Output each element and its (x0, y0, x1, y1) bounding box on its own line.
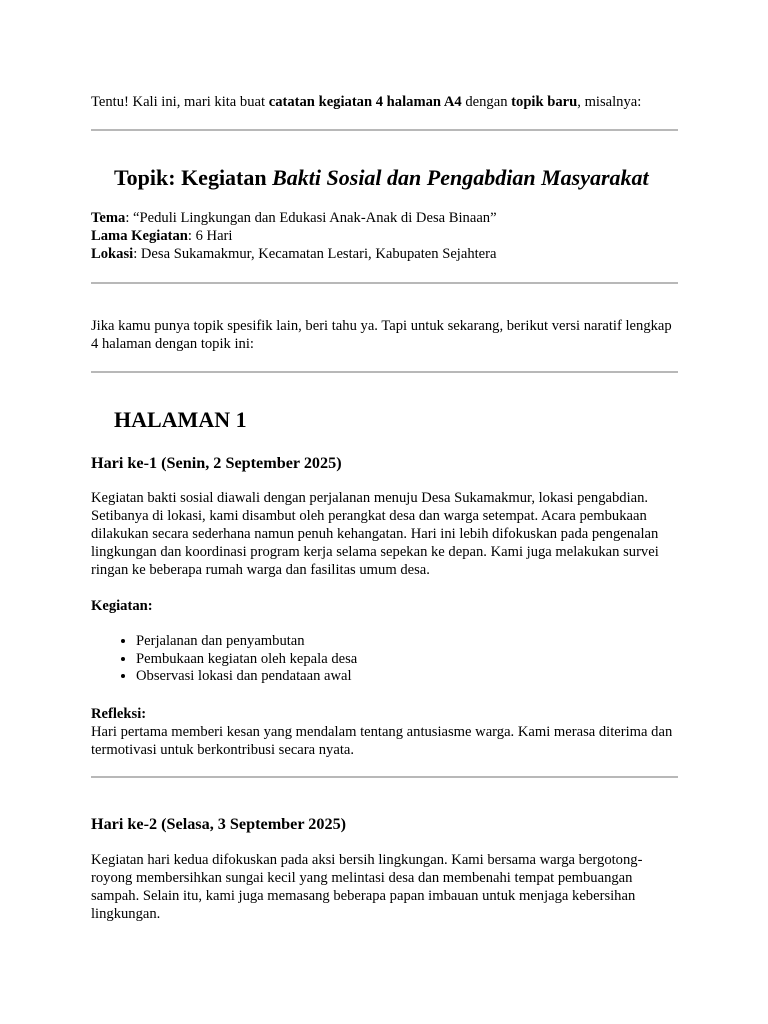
intro-text-1: Tentu! Kali ini, mari kita buat (91, 94, 269, 110)
meta-lokasi (91, 245, 678, 263)
list-item: • Observasi lokasi dan pendataan awal (136, 668, 676, 686)
divider (91, 282, 678, 284)
day1-activities-list (91, 633, 676, 686)
meta-tema (91, 209, 678, 227)
day1-heading: Hari ke-1 (Senin, 2 September 2025) (91, 454, 342, 472)
note-paragraph: Jika kamu punya topik spesifik lain, beri tahu ya. Tapi untuk sekarang, berikut versi naratif lengkap 4 halaman dengan topik ini: (91, 318, 672, 352)
day2-heading: Hari ke-2 (Selasa, 3 September 2025) (91, 815, 347, 833)
divider (91, 129, 678, 131)
list-item: • Perjalanan dan penyambutan (136, 633, 676, 651)
day1-activities-label-text: Kegiatan: (91, 598, 153, 614)
divider (91, 776, 678, 778)
intro-bold-1: catatan kegiatan 4 halaman A4 (268, 94, 462, 110)
meta-lama-value: : 6 Hari (187, 228, 233, 244)
meta-tema-label: Tema (91, 210, 126, 226)
intro-text-2: dengan (461, 94, 512, 110)
topic-prefix: Topik: Kegiatan (114, 165, 273, 190)
meta-tema-value: : “Peduli Lingkungan dan Edukasi Anak-Anak di Desa Binaan” (125, 210, 497, 226)
intro-bold-2: topik baru (511, 94, 578, 110)
divider (91, 371, 678, 373)
meta-lokasi-value: : Desa Sukamakmur, Kecamatan Lestari, Kabupaten Sejahtera (133, 246, 497, 262)
day1-paragraph: Kegiatan bakti sosial diawali dengan perjalanan menuju Desa Sukamakmur, lokasi pengabdian. Setibanya di lokasi, kami disambut oleh perangkat desa dan warga setempat. Acara pembukaan dilakukan secara sederhana namun penuh kehangatan. Hari ini lebih difokuskan pada pengenalan lingkungan dan koordinasi program kerja selama sepekan ke depan. Kami juga melakukan survei ringan ke beberapa rumah warga dan fasilitas umum desa. (91, 490, 659, 578)
meta-block (91, 209, 678, 263)
list-item: • Pembukaan kegiatan oleh kepala desa (136, 651, 676, 669)
meta-lama-label: Lama Kegiatan (91, 228, 188, 244)
day1-reflection-label (91, 705, 678, 723)
day1-reflection: Hari pertama memberi kesan yang mendalam tentang antusiasme warga. Kami merasa diterima dan termotivasi untuk berkontribusi secara nyata. (91, 724, 673, 758)
meta-lama (91, 227, 678, 245)
meta-lokasi-label: Lokasi (91, 246, 134, 262)
day1-reflection-label-text: Refleksi: (91, 706, 147, 722)
page-heading: HALAMAN 1 (114, 407, 247, 432)
topic-title (114, 164, 694, 192)
intro-paragraph (91, 93, 678, 111)
day1-activities-label (91, 597, 678, 615)
day2-paragraph: Kegiatan hari kedua difokuskan pada aksi bersih lingkungan. Kami bersama warga bergotong-royong membersihkan sungai kecil yang melintasi desa dan membenahi tempat pembuangan sampah. Selain itu, kami juga memasang beberapa papan imbauan untuk menjaga kebersihan lingkungan. (91, 852, 643, 922)
topic-italic: Bakti Sosial dan Pengabdian Masyarakat (272, 165, 649, 190)
intro-text-3: , misalnya: (577, 94, 642, 110)
